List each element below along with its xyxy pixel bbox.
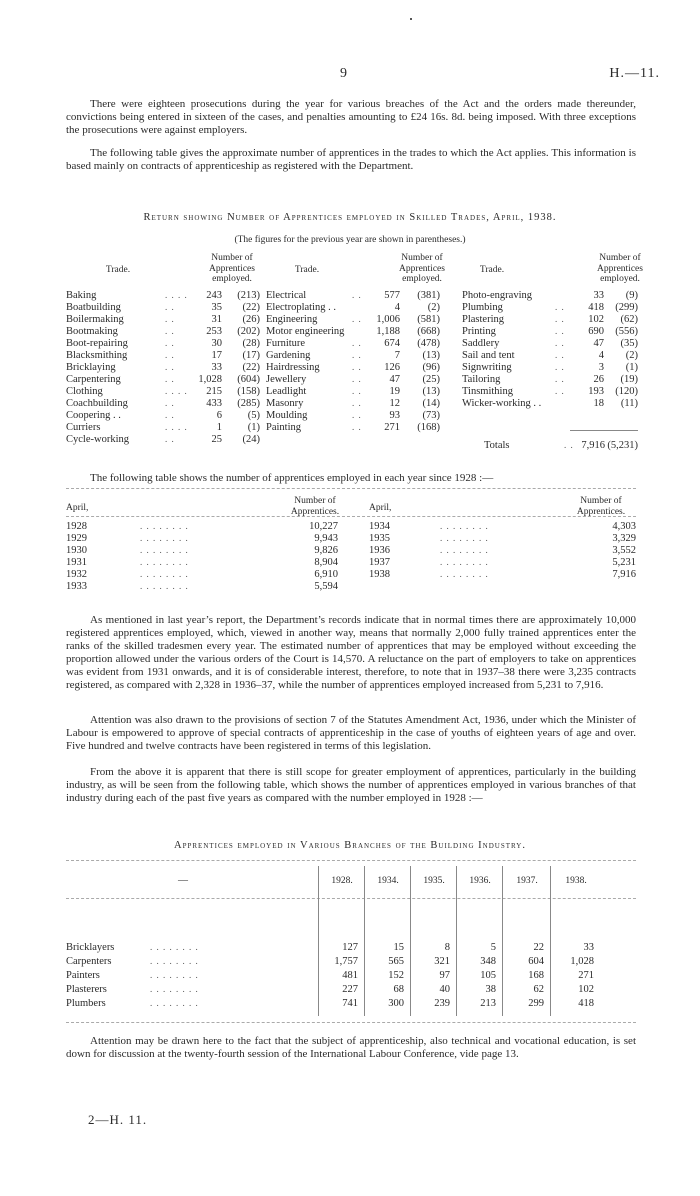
year: 1933 — [66, 581, 87, 592]
apprentice-count: 47 — [593, 338, 604, 349]
previous-year-count: (202) — [237, 326, 260, 337]
trade-name: Plumbing — [462, 302, 503, 313]
apprentice-count: 7,916 — [612, 569, 636, 580]
table1-totals-row — [0, 440, 700, 452]
leader-dots: . . — [352, 398, 362, 408]
previous-year-count: (168) — [417, 422, 440, 433]
previous-year-count: (19) — [620, 374, 638, 385]
leader-dots: . . — [352, 350, 362, 360]
previous-year-count: (14) — [422, 398, 440, 409]
trade-name: Gardening — [266, 350, 311, 361]
trade-name: Plumbers — [66, 998, 106, 1009]
trade-name: Leadlight — [266, 386, 307, 397]
leader-dots: . . — [165, 398, 175, 408]
apprentice-count: 26 — [593, 374, 604, 385]
apprentice-count: 4 — [598, 350, 604, 361]
totals-value: 7,916 — [581, 440, 605, 451]
previous-year-count: (24) — [242, 434, 260, 445]
leader-dots: . . . . . . . . — [140, 557, 189, 567]
previous-year-count: (13) — [422, 386, 440, 397]
table3-stub-header: — — [178, 875, 188, 886]
year-value: 38 — [485, 984, 496, 995]
table1-col3-trade-header: Trade. — [479, 265, 505, 275]
year-value: 604 — [528, 956, 544, 967]
table3-top-rule — [66, 860, 636, 861]
trade-name: Engineering — [266, 314, 318, 325]
year-value: 127 — [342, 942, 358, 953]
table3-row — [0, 998, 700, 1010]
apprentice-count: 1 — [216, 422, 222, 433]
table2-row — [0, 545, 700, 557]
previous-year-count: (5) — [247, 410, 260, 421]
apprentice-count: 4 — [394, 302, 400, 313]
previous-year-count: (158) — [237, 386, 260, 397]
table1-row — [0, 338, 700, 350]
table1-row — [0, 422, 700, 434]
totals-previous: (5,231) — [607, 440, 638, 451]
previous-year-count: (213) — [237, 290, 260, 301]
table3-row — [0, 970, 700, 982]
leader-dots: . . . . . . . . — [440, 557, 489, 567]
table3-bottom-rule — [66, 1022, 636, 1023]
leader-dots: . . . . . . . . — [140, 521, 189, 531]
year: 1928 — [66, 521, 87, 532]
apprentice-count: 19 — [389, 386, 400, 397]
totals-rule — [570, 430, 638, 431]
table1-row — [0, 386, 700, 398]
apprentice-count: 47 — [389, 374, 400, 385]
year: 1929 — [66, 533, 87, 544]
apprentice-count: 1,006 — [376, 314, 400, 325]
leader-dots: . . — [555, 314, 565, 324]
previous-year-count: (478) — [417, 338, 440, 349]
table3-caption: Apprentices employed in Various Branches of the Building Industry. — [174, 840, 526, 851]
trade-name: Curriers — [66, 422, 101, 433]
leader-dots: . . — [352, 362, 362, 372]
paragraph-department-records: As mentioned in last year’s report, the Department’s records indicate that in normal times there are approximately 10,000 registered apprentices employed, which, viewed in another way, means that normally 2,000 fully trained apprentices enter the ranks of the skilled tradesmen every year. The estimated number of apprentices that may be employed without exceeding the proportion allowed under the various orders of the Court is 14,570. A reluctance on the part of employers to take on apprentices was evident from 1931 onwards, and it is of considerable interest, therefore, to note that in 1937–38 there were 3,235 contracts registered, as compared with 2,328 in 1936–37, while the number of apprentices employed increased from 5,231 to 7,916. — [66, 614, 636, 691]
leader-dots: . . — [352, 422, 362, 432]
table1-subcaption: (The figures for the previous year are shown in parentheses.) — [234, 235, 466, 245]
previous-year-count: (28) — [242, 338, 260, 349]
year-value: 271 — [578, 970, 594, 981]
trade-name: Bootmaking — [66, 326, 118, 337]
table1-col1-trade-header: Trade. — [105, 265, 131, 275]
apprentice-count: 690 — [588, 326, 604, 337]
paragraph-table-intro: The following table gives the approximate number of apprentices in the trades to which the Act applies. This information is based mainly on contracts of apprenticeship as registered with the Department. — [66, 147, 636, 172]
previous-year-count: (1) — [247, 422, 260, 433]
table1-col2-number-header: Number of Apprentices employed. — [399, 253, 445, 284]
trade-name: Boatbuilding — [66, 302, 121, 313]
previous-year-count: (581) — [417, 314, 440, 325]
trade-name: Bricklaying — [66, 362, 116, 373]
apprentice-count: 126 — [384, 362, 400, 373]
apprentice-count: 33 — [211, 362, 222, 373]
apprentice-count: 25 — [211, 434, 222, 445]
previous-year-count: (120) — [615, 386, 638, 397]
leader-dots: . . — [352, 314, 362, 324]
table1-row — [0, 290, 700, 302]
year-value: 1,757 — [334, 956, 358, 967]
apprentice-count: 4,303 — [612, 521, 636, 532]
leader-dots: . . — [165, 434, 175, 444]
table1-row — [0, 410, 700, 422]
trade-name: Sail and tent — [462, 350, 515, 361]
document-reference: H.—11. — [609, 66, 660, 81]
year: 1932 — [66, 569, 87, 580]
table2-april-header-right: April, — [369, 503, 392, 513]
previous-year-count: (13) — [422, 350, 440, 361]
leader-dots: . . . . . . . . — [440, 545, 489, 555]
year-value: 300 — [388, 998, 404, 1009]
year-value: 348 — [480, 956, 496, 967]
trade-name: Cycle-working — [66, 434, 129, 445]
trade-name: Boilermaking — [66, 314, 124, 325]
table1-row — [0, 302, 700, 314]
table3-row — [0, 984, 700, 996]
table1-row — [0, 362, 700, 374]
year-value: 22 — [533, 942, 544, 953]
leader-dots: . . — [555, 338, 565, 348]
previous-year-count: (285) — [237, 398, 260, 409]
previous-year-count: (96) — [422, 362, 440, 373]
previous-year-count: (668) — [417, 326, 440, 337]
table2-row — [0, 521, 700, 533]
apprentice-count: 30 — [211, 338, 222, 349]
table2-april-header-left: April, — [66, 503, 89, 513]
paragraph-ilo-conference: Attention may be drawn here to the fact that the subject of apprenticeship, also technical and vocational education, is set down for discussion at the twenty-fourth session of the International Labour Conference, vide page 13. — [66, 1035, 636, 1060]
apprentice-count: 31 — [211, 314, 222, 325]
leader-dots: . . . . . . . . — [150, 942, 199, 952]
leader-dots: . . — [165, 410, 175, 420]
trade-name: Coopering . . — [66, 410, 121, 421]
year-header: 1937. — [516, 876, 538, 886]
year-value: 741 — [342, 998, 358, 1009]
year-value: 481 — [342, 970, 358, 981]
apprentice-count: 253 — [206, 326, 222, 337]
leader-dots: . . — [165, 302, 175, 312]
trade-name: Baking — [66, 290, 97, 301]
leader-dots: . . — [165, 326, 175, 336]
trade-name: Motor engineering — [266, 326, 345, 337]
paragraph-building-industry: From the above it is apparent that there is still scope for greater employment of apprentices, particularly in the building industry, as will be seen from the following table, which shows the number of apprentices employed in various branches of that industry during each of the past five years as compared with the number employed in 1928 :— — [66, 766, 636, 804]
year-value: 97 — [439, 970, 450, 981]
year-header: 1935. — [423, 876, 445, 886]
year-header: 1934. — [377, 876, 399, 886]
apprentice-count: 5,594 — [314, 581, 338, 592]
year-value: 213 — [480, 998, 496, 1009]
apprentice-count: 10,227 — [309, 521, 338, 532]
year-value: 33 — [583, 942, 594, 953]
year-value: 152 — [388, 970, 404, 981]
signature-mark: 2—H. 11. — [88, 1112, 148, 1127]
year-value: 15 — [393, 942, 404, 953]
trade-name: Bricklayers — [66, 942, 115, 953]
apprentice-count: 3,329 — [612, 533, 636, 544]
apprentice-count: 93 — [389, 410, 400, 421]
year-value: 102 — [578, 984, 594, 995]
trade-name: Clothing — [66, 386, 103, 397]
year-value: 1,028 — [570, 956, 594, 967]
leader-dots: . . — [352, 410, 362, 420]
table3-row — [0, 942, 700, 954]
year-value: 227 — [342, 984, 358, 995]
previous-year-count: (604) — [237, 374, 260, 385]
table2-number-header-right: Number of Apprentices. — [576, 496, 626, 517]
leader-dots: . . . . . . . . — [140, 545, 189, 555]
previous-year-count: (26) — [242, 314, 260, 325]
trade-name: Coachbuilding — [66, 398, 128, 409]
apprentice-count: 418 — [588, 302, 604, 313]
apprentice-count: 6 — [216, 410, 222, 421]
totals-dots: . . — [564, 440, 574, 450]
year-value: 168 — [528, 970, 544, 981]
table2-row — [0, 569, 700, 581]
leader-dots: . . — [352, 290, 362, 300]
year-header: 1938. — [565, 876, 587, 886]
apprentice-count: 3,552 — [612, 545, 636, 556]
apprentice-count: 271 — [384, 422, 400, 433]
previous-year-count: (17) — [242, 350, 260, 361]
year-value: 299 — [528, 998, 544, 1009]
apprentice-count: 1,028 — [198, 374, 222, 385]
trade-name: Hairdressing — [266, 362, 320, 373]
paragraph-statutes-amendment: Attention was also drawn to the provisions of section 7 of the Statutes Amendment Act, 1936, under which the Minister of Labour is empowered to approve of special contracts of apprenticeship in the case of youths of eighteen years of age and over. Five hundred and twelve contracts have been registered in terms of this legislation. — [66, 714, 636, 752]
table1-row — [0, 398, 700, 410]
apprentice-count: 102 — [588, 314, 604, 325]
leader-dots: . . — [555, 350, 565, 360]
apprentice-count: 6,910 — [314, 569, 338, 580]
previous-year-count: (22) — [242, 362, 260, 373]
trade-name: Jewellery — [266, 374, 307, 385]
apprentice-count: 18 — [593, 398, 604, 409]
leader-dots: . . . . . . . . — [140, 533, 189, 543]
year: 1930 — [66, 545, 87, 556]
previous-year-count: (22) — [242, 302, 260, 313]
leader-dots: . . . . . . . . — [140, 581, 189, 591]
table1-caption: Return showing Number of Apprentices employed in Skilled Trades, April, 1938. — [143, 212, 557, 223]
year-value: 321 — [434, 956, 450, 967]
leader-dots: . . — [165, 338, 175, 348]
apprentice-count: 577 — [384, 290, 400, 301]
apprentice-count: 8,904 — [314, 557, 338, 568]
year-value: 565 — [388, 956, 404, 967]
year-value: 239 — [434, 998, 450, 1009]
trade-name: Boot-repairing — [66, 338, 128, 349]
apprentice-count: 243 — [206, 290, 222, 301]
leader-dots: . . . . . . . . — [150, 956, 199, 966]
table1-row — [0, 326, 700, 338]
trade-name: Saddlery — [462, 338, 500, 349]
year: 1934 — [369, 521, 390, 532]
leader-dots: . . — [555, 326, 565, 336]
trade-name: Printing — [462, 326, 496, 337]
apprentice-count: 5,231 — [612, 557, 636, 568]
apprentice-count: 33 — [593, 290, 604, 301]
totals-label: Totals — [484, 440, 510, 451]
trade-name: Plasterers — [66, 984, 107, 995]
trade-name: Electroplating . . — [266, 302, 336, 313]
trade-name: Painters — [66, 970, 100, 981]
trade-name: Carpenters — [66, 956, 112, 967]
leader-dots: . . — [555, 302, 565, 312]
previous-year-count: (73) — [422, 410, 440, 421]
leader-dots: . . — [352, 386, 362, 396]
trade-name: Wicker-working . . — [462, 398, 542, 409]
table2-row — [0, 581, 700, 593]
table1-col2-trade-header: Trade. — [294, 265, 320, 275]
previous-year-count: (1) — [625, 362, 638, 373]
previous-year-count: (11) — [620, 398, 638, 409]
previous-year-count: (25) — [422, 374, 440, 385]
table1-col3-number-header: Number of Apprentices employed. — [597, 253, 643, 284]
previous-year-count: (299) — [615, 302, 638, 313]
year-header: 1928. — [331, 876, 353, 886]
apprentice-count: 433 — [206, 398, 222, 409]
previous-year-count: (556) — [615, 326, 638, 337]
apprentice-count: 12 — [389, 398, 400, 409]
trade-name: Blacksmithing — [66, 350, 128, 361]
year: 1937 — [369, 557, 390, 568]
leader-dots: . . — [165, 362, 175, 372]
previous-year-count: (62) — [620, 314, 638, 325]
apprentice-count: 7 — [394, 350, 400, 361]
leader-dots: . . — [555, 374, 565, 384]
leader-dots: . . — [352, 338, 362, 348]
table1-col1-number-header: Number of Apprentices employed. — [209, 253, 255, 284]
trade-name: Masonry — [266, 398, 304, 409]
trade-name: Signwriting — [462, 362, 512, 373]
trade-name: Carpentering — [66, 374, 121, 385]
trade-name: Furniture — [266, 338, 306, 349]
year-value: 40 — [439, 984, 450, 995]
leader-dots: . . . . . . . . — [140, 569, 189, 579]
apprentice-count: 215 — [206, 386, 222, 397]
leader-dots: . . . . — [165, 386, 188, 396]
apprentice-count: 9,826 — [314, 545, 338, 556]
trade-name: Moulding — [266, 410, 308, 421]
leader-dots: . . . . . . . . — [440, 533, 489, 543]
year: 1931 — [66, 557, 87, 568]
paragraph-yearly-intro: The following table shows the number of apprentices employed in each year since 1928 :— — [90, 472, 494, 484]
scan-mark — [410, 18, 412, 20]
leader-dots: . . . . . . . . — [150, 984, 199, 994]
leader-dots: . . — [165, 374, 175, 384]
year-value: 5 — [490, 942, 496, 953]
apprentice-count: 193 — [588, 386, 604, 397]
table2-number-header-left: Number of Apprentices. — [290, 496, 340, 517]
table1-row — [0, 350, 700, 362]
paragraph-prosecutions: There were eighteen prosecutions during the year for various breaches of the Act and the orders made thereunder, convictions being entered in sixteen of the cases, and penalties amounting to £24 16s. 8d. being imposed. With three exceptions the prosecutions were against employers. — [66, 98, 636, 136]
trade-name: Tailoring — [462, 374, 501, 385]
apprentice-count: 9,943 — [314, 533, 338, 544]
leader-dots: . . — [165, 314, 175, 324]
trade-name: Tinsmithing — [462, 386, 513, 397]
leader-dots: . . . . . . . . — [150, 998, 199, 1008]
leader-dots: . . — [555, 362, 565, 372]
leader-dots: . . — [352, 374, 362, 384]
apprentice-count: 35 — [211, 302, 222, 313]
apprentice-count: 17 — [211, 350, 222, 361]
page-number: 9 — [340, 66, 347, 81]
leader-dots: . . — [165, 350, 175, 360]
table2-row — [0, 557, 700, 569]
year: 1936 — [369, 545, 390, 556]
table2-row — [0, 533, 700, 545]
previous-year-count: (2) — [625, 350, 638, 361]
table1-row — [0, 374, 700, 386]
year-value: 105 — [480, 970, 496, 981]
apprentice-count: 674 — [384, 338, 400, 349]
year-value: 8 — [444, 942, 450, 953]
year-value: 62 — [533, 984, 544, 995]
table2-top-rule — [66, 488, 636, 489]
leader-dots: . . — [555, 386, 565, 396]
table2-header-rule — [66, 516, 636, 517]
previous-year-count: (2) — [427, 302, 440, 313]
table1-row — [0, 314, 700, 326]
apprentice-count: 1,188 — [376, 326, 400, 337]
previous-year-count: (9) — [625, 290, 638, 301]
year: 1935 — [369, 533, 390, 544]
year: 1938 — [369, 569, 390, 580]
trade-name: Electrical — [266, 290, 307, 301]
previous-year-count: (35) — [620, 338, 638, 349]
apprentice-count: 3 — [598, 362, 604, 373]
year-value: 68 — [393, 984, 404, 995]
table3-row — [0, 956, 700, 968]
trade-name: Photo-engraving — [462, 290, 532, 301]
year-header: 1936. — [469, 876, 491, 886]
leader-dots: . . . . — [165, 290, 188, 300]
trade-name: Plastering — [462, 314, 504, 325]
trade-name: Painting — [266, 422, 302, 433]
leader-dots: . . . . . . . . — [150, 970, 199, 980]
leader-dots: . . . . . . . . — [440, 521, 489, 531]
year-value: 418 — [578, 998, 594, 1009]
leader-dots: . . . . . . . . — [440, 569, 489, 579]
previous-year-count: (381) — [417, 290, 440, 301]
leader-dots: . . . . — [165, 422, 188, 432]
